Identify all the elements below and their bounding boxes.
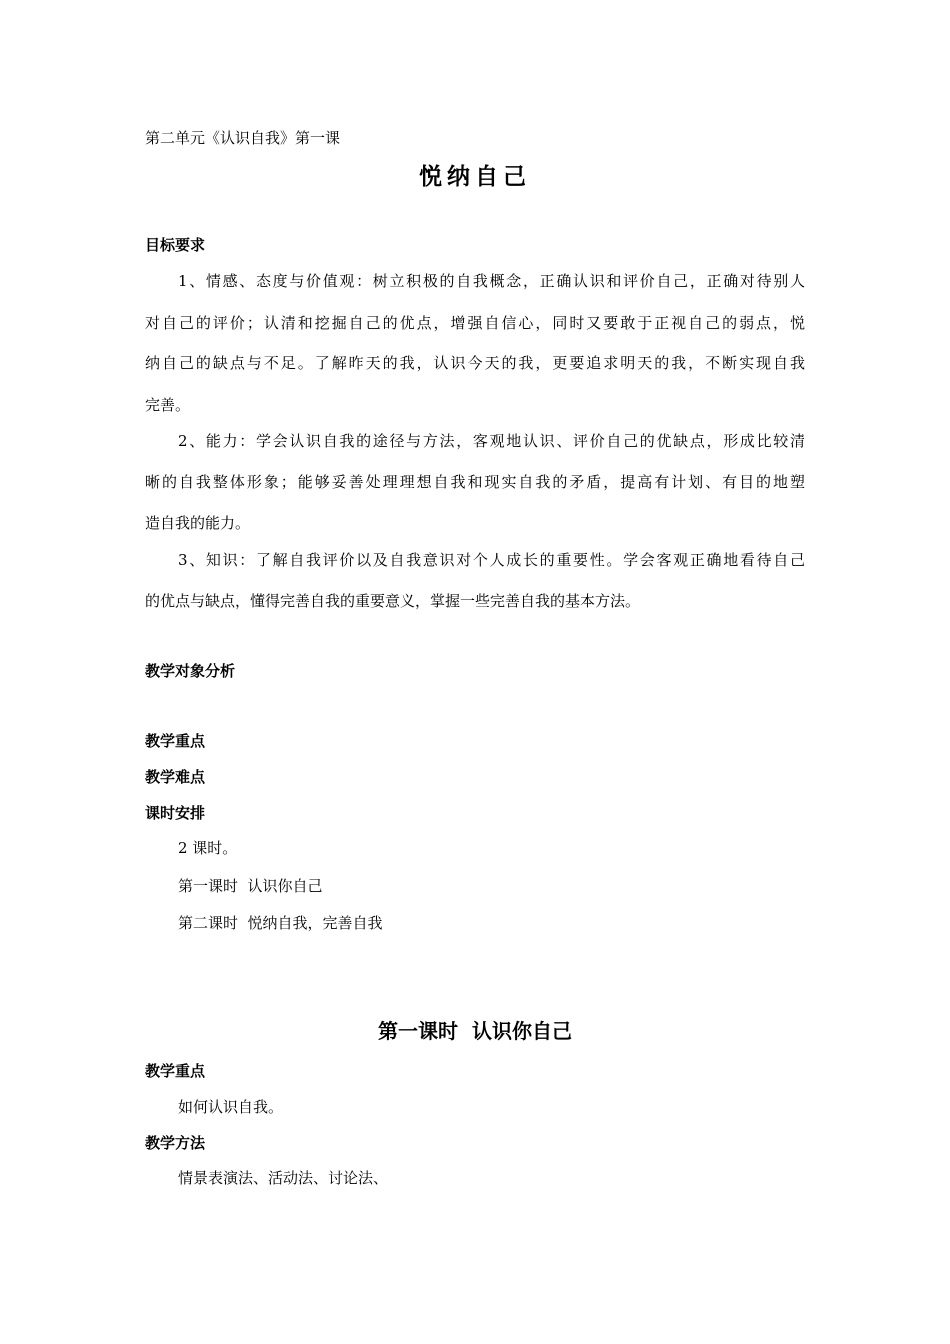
lesson1-method-text: 情景表演法、活动法、讨论法、 [178, 1169, 389, 1187]
schedule-total: 2 课时。 [178, 839, 238, 857]
difficulties-heading: 教学难点 [145, 768, 206, 786]
lesson1-method-heading: 教学方法 [145, 1134, 206, 1152]
lesson1-key-heading: 教学重点 [145, 1062, 206, 1080]
goals-p1-line2: 对自己的评价；认清和挖掘自己的优点，增强自信心，同时又要敢于正视自己的弱点，悦 [145, 314, 805, 332]
goals-p3-line1: 3、知识：了解自我评价以及自我意识对个人成长的重要性。学会客观正确地看待自己 [178, 551, 805, 569]
analysis-heading: 教学对象分析 [145, 662, 236, 680]
goals-p2-line2: 晰的自我整体形象；能够妥善处理理想自我和现实自我的矛盾，提高有计划、有目的地塑 [145, 473, 805, 491]
goals-p2-line3: 造自我的能力。 [145, 514, 251, 532]
lesson1-title: 第一课时 认识你自己 [378, 1019, 572, 1043]
schedule-lesson1: 第一课时 认识你自己 [178, 877, 323, 895]
goals-p1-line3: 纳自己的缺点与不足。了解昨天的我，认识今天的我，更要追求明天的我，不断实现自我 [145, 354, 805, 372]
goals-p1-line4: 完善。 [145, 396, 191, 414]
goals-heading: 目标要求 [145, 236, 206, 254]
goals-p3-line2: 的优点与缺点，懂得完善自我的重要意义，掌握一些完善自我的基本方法。 [145, 592, 641, 610]
schedule-lesson2: 第二课时 悦纳自我，完善自我 [178, 914, 383, 932]
goals-p1-line1: 1、情感、态度与价值观：树立积极的自我概念，正确认识和评价自己，正确对待别人 [178, 272, 805, 290]
key-points-heading: 教学重点 [145, 732, 206, 750]
page-title: 悦纳自己 [419, 164, 531, 190]
goals-p2-line1: 2、能力：学会认识自我的途径与方法，客观地认识、评价自己的优缺点，形成比较清 [178, 432, 805, 450]
lesson1-key-text: 如何认识自我。 [178, 1098, 284, 1116]
unit-line: 第二单元《认识自我》第一课 [145, 129, 341, 147]
schedule-heading: 课时安排 [145, 804, 206, 822]
